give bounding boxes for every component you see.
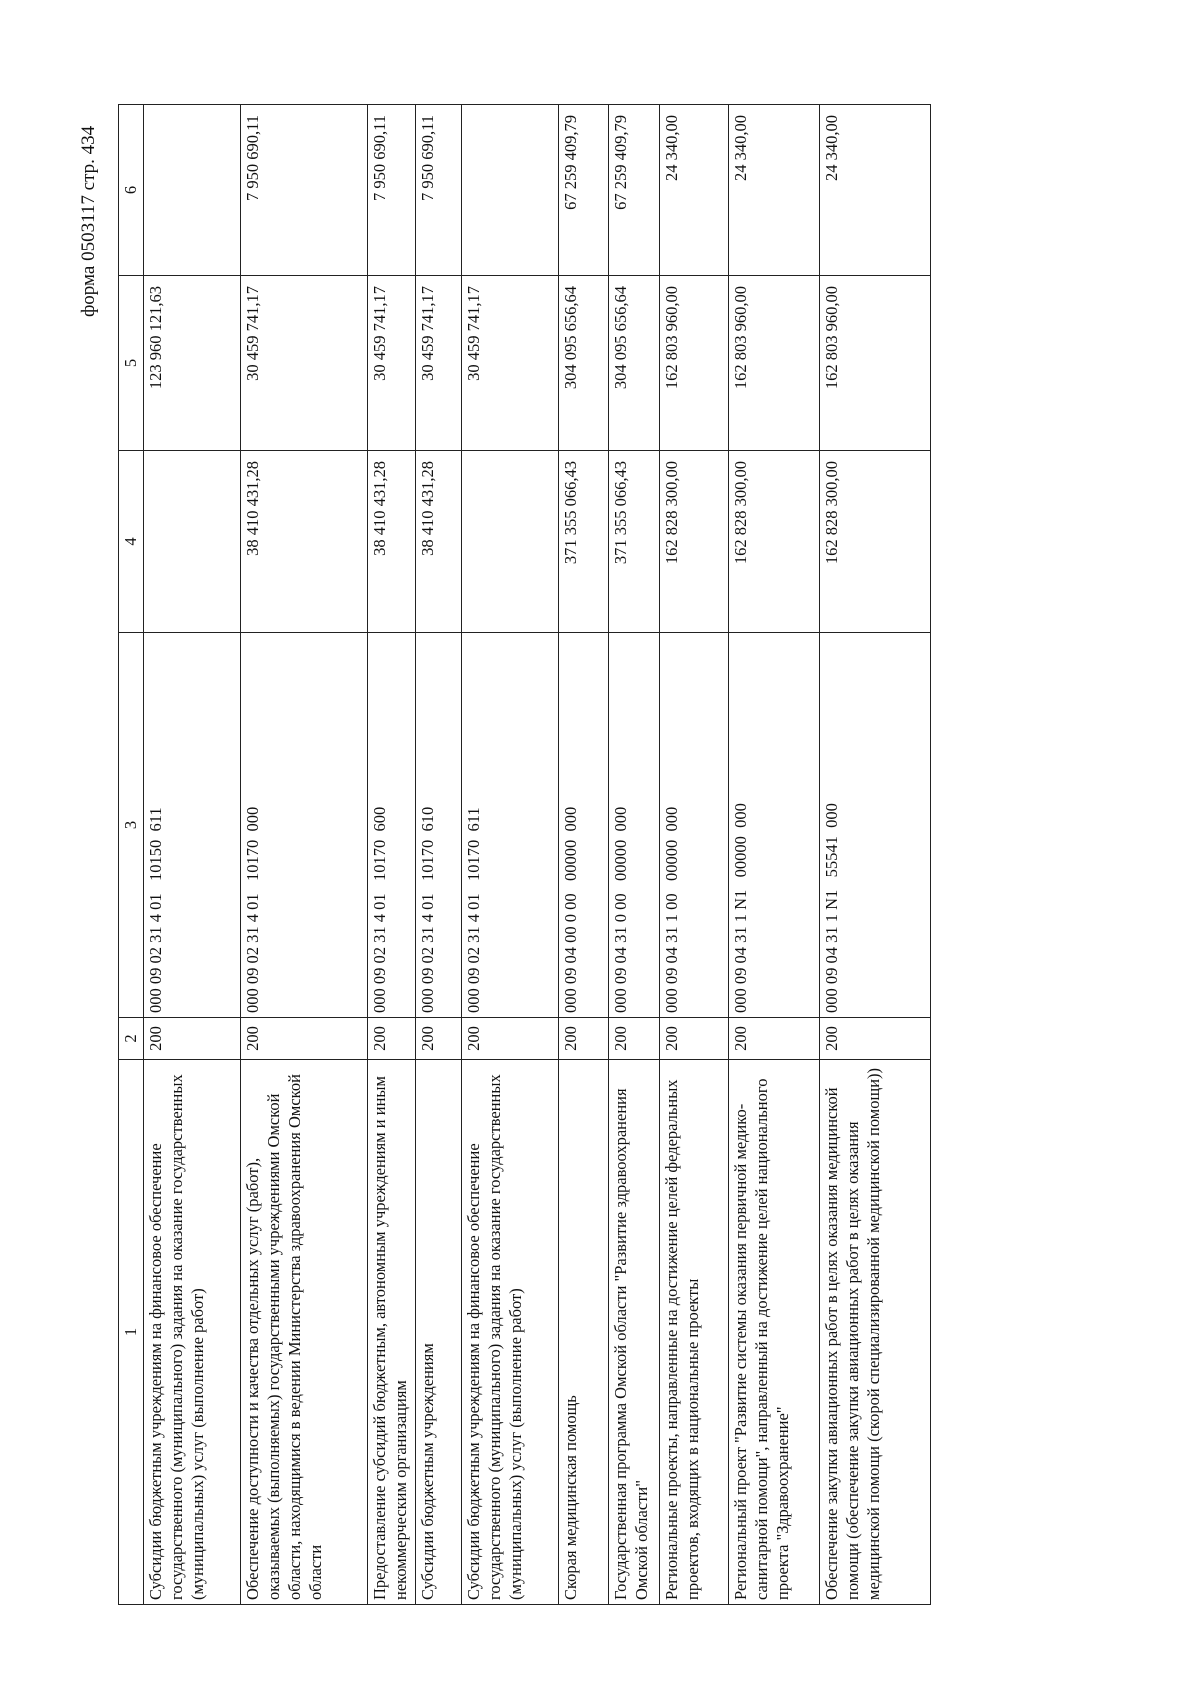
- row-approved: 38 410 431,28: [368, 451, 416, 633]
- column-header: 4: [119, 451, 144, 633]
- row-line-code: 200: [144, 1018, 241, 1060]
- table-row: [368, 105, 416, 1605]
- row-unexecuted: 7 950 690,11: [241, 105, 368, 276]
- row-approved: [144, 451, 241, 633]
- row-executed: 30 459 741,17: [241, 276, 368, 451]
- row-name: Предоставление субсидий бюджетным, автономным учреждениям и иным некоммерческим организациям: [368, 1060, 416, 1605]
- row-budget-code: 000 09 02 31 4 01 10170 611: [462, 633, 559, 1018]
- row-executed: 162 803 960,00: [820, 276, 931, 451]
- row-name: Субсидии бюджетным учреждениям на финансовое обеспечение государственного (муниципального) задания на оказание государственных (муниципальных) услуг (выполнение работ): [462, 1060, 559, 1605]
- row-budget-code: 000 09 04 31 1 00 00000 000: [660, 633, 729, 1018]
- rotated-page: [0, 97, 1102, 1697]
- column-header: 6: [119, 105, 144, 276]
- row-approved: 38 410 431,28: [241, 451, 368, 633]
- row-name: Скорая медицинская помощь: [559, 1060, 609, 1605]
- row-budget-code: 000 09 04 31 0 00 00000 000: [609, 633, 660, 1018]
- row-unexecuted: 67 259 409,79: [609, 105, 660, 276]
- row-budget-code: 000 09 02 31 4 01 10170 600: [368, 633, 416, 1018]
- row-approved: 371 355 066,43: [559, 451, 609, 633]
- column-header: 5: [119, 276, 144, 451]
- row-line-code: 200: [820, 1018, 931, 1060]
- row-executed: 123 960 121,63: [144, 276, 241, 451]
- row-unexecuted: 24 340,00: [660, 105, 729, 276]
- row-approved: 162 828 300,00: [820, 451, 931, 633]
- row-executed: 30 459 741,17: [462, 276, 559, 451]
- row-executed: 304 095 656,64: [559, 276, 609, 451]
- row-approved: [462, 451, 559, 633]
- row-line-code: 200: [241, 1018, 368, 1060]
- row-budget-code: 000 09 02 31 4 01 10170 000: [241, 633, 368, 1018]
- row-line-code: 200: [416, 1018, 462, 1060]
- row-budget-code: 000 09 02 31 4 01 10150 611: [144, 633, 241, 1018]
- column-header: 2: [119, 1018, 144, 1060]
- row-approved: 38 410 431,28: [416, 451, 462, 633]
- column-number-row: [119, 105, 144, 1605]
- row-executed: 304 095 656,64: [609, 276, 660, 451]
- row-unexecuted: [144, 105, 241, 276]
- row-approved: 162 828 300,00: [729, 451, 820, 633]
- row-name: Субсидии бюджетным учреждениям: [416, 1060, 462, 1605]
- row-line-code: 200: [609, 1018, 660, 1060]
- table-row: [729, 105, 820, 1605]
- row-name: Государственная программа Омской области "Развитие здравоохранения Омской области": [609, 1060, 660, 1605]
- row-approved: 162 828 300,00: [660, 451, 729, 633]
- column-header: 3: [119, 633, 144, 1018]
- row-approved: 371 355 066,43: [609, 451, 660, 633]
- row-unexecuted: 24 340,00: [820, 105, 931, 276]
- row-name: Региональный проект "Развитие системы оказания первичной медико-санитарной помощи", направленный на достижение целей национального проекта "Здравоохранение": [729, 1060, 820, 1605]
- row-unexecuted: 7 950 690,11: [368, 105, 416, 276]
- row-name: Субсидии бюджетным учреждениям на финансовое обеспечение государственного (муниципального) задания на оказание государственных (муниципальных) услуг (выполнение работ): [144, 1060, 241, 1605]
- row-line-code: 200: [729, 1018, 820, 1060]
- row-executed: 30 459 741,17: [368, 276, 416, 451]
- row-line-code: 200: [462, 1018, 559, 1060]
- table-row: [241, 105, 368, 1605]
- table-row: [609, 105, 660, 1605]
- row-budget-code: 000 09 04 31 1 N1 00000 000: [729, 633, 820, 1018]
- row-unexecuted: 7 950 690,11: [416, 105, 462, 276]
- row-name: Обеспечение закупки авиационных работ в целях оказания медицинской помощи (обеспечение закупки авиационных работ в целях оказания медицинской помощи (скорой специализированной медицинской помощи)): [820, 1060, 931, 1605]
- row-name: Региональные проекты, направленные на достижение целей федеральных проектов, входящих в национальные проекты: [660, 1060, 729, 1605]
- row-executed: 30 459 741,17: [416, 276, 462, 451]
- row-unexecuted: 24 340,00: [729, 105, 820, 276]
- row-unexecuted: 67 259 409,79: [559, 105, 609, 276]
- row-line-code: 200: [559, 1018, 609, 1060]
- row-executed: 162 803 960,00: [729, 276, 820, 451]
- row-budget-code: 000 09 04 00 0 00 00000 000: [559, 633, 609, 1018]
- row-unexecuted: [462, 105, 559, 276]
- table-row: [660, 105, 729, 1605]
- form-header: форма 0503117 стр. 434: [78, 125, 99, 317]
- table-row: [559, 105, 609, 1605]
- budget-table: [118, 104, 931, 1605]
- row-line-code: 200: [368, 1018, 416, 1060]
- table-row: [144, 105, 241, 1605]
- row-budget-code: 000 09 02 31 4 01 10170 610: [416, 633, 462, 1018]
- table-row: [416, 105, 462, 1605]
- table-row: [820, 105, 931, 1605]
- row-executed: 162 803 960,00: [660, 276, 729, 451]
- row-name: Обеспечение доступности и качества отдельных услуг (работ), оказываемых (выполняемых) государственными учреждениями Омской области, находящимися в ведении Министерства здравоохранения Омской области: [241, 1060, 368, 1605]
- column-header: 1: [119, 1060, 144, 1605]
- row-budget-code: 000 09 04 31 1 N1 55541 000: [820, 633, 931, 1018]
- row-line-code: 200: [660, 1018, 729, 1060]
- table-row: [462, 105, 559, 1605]
